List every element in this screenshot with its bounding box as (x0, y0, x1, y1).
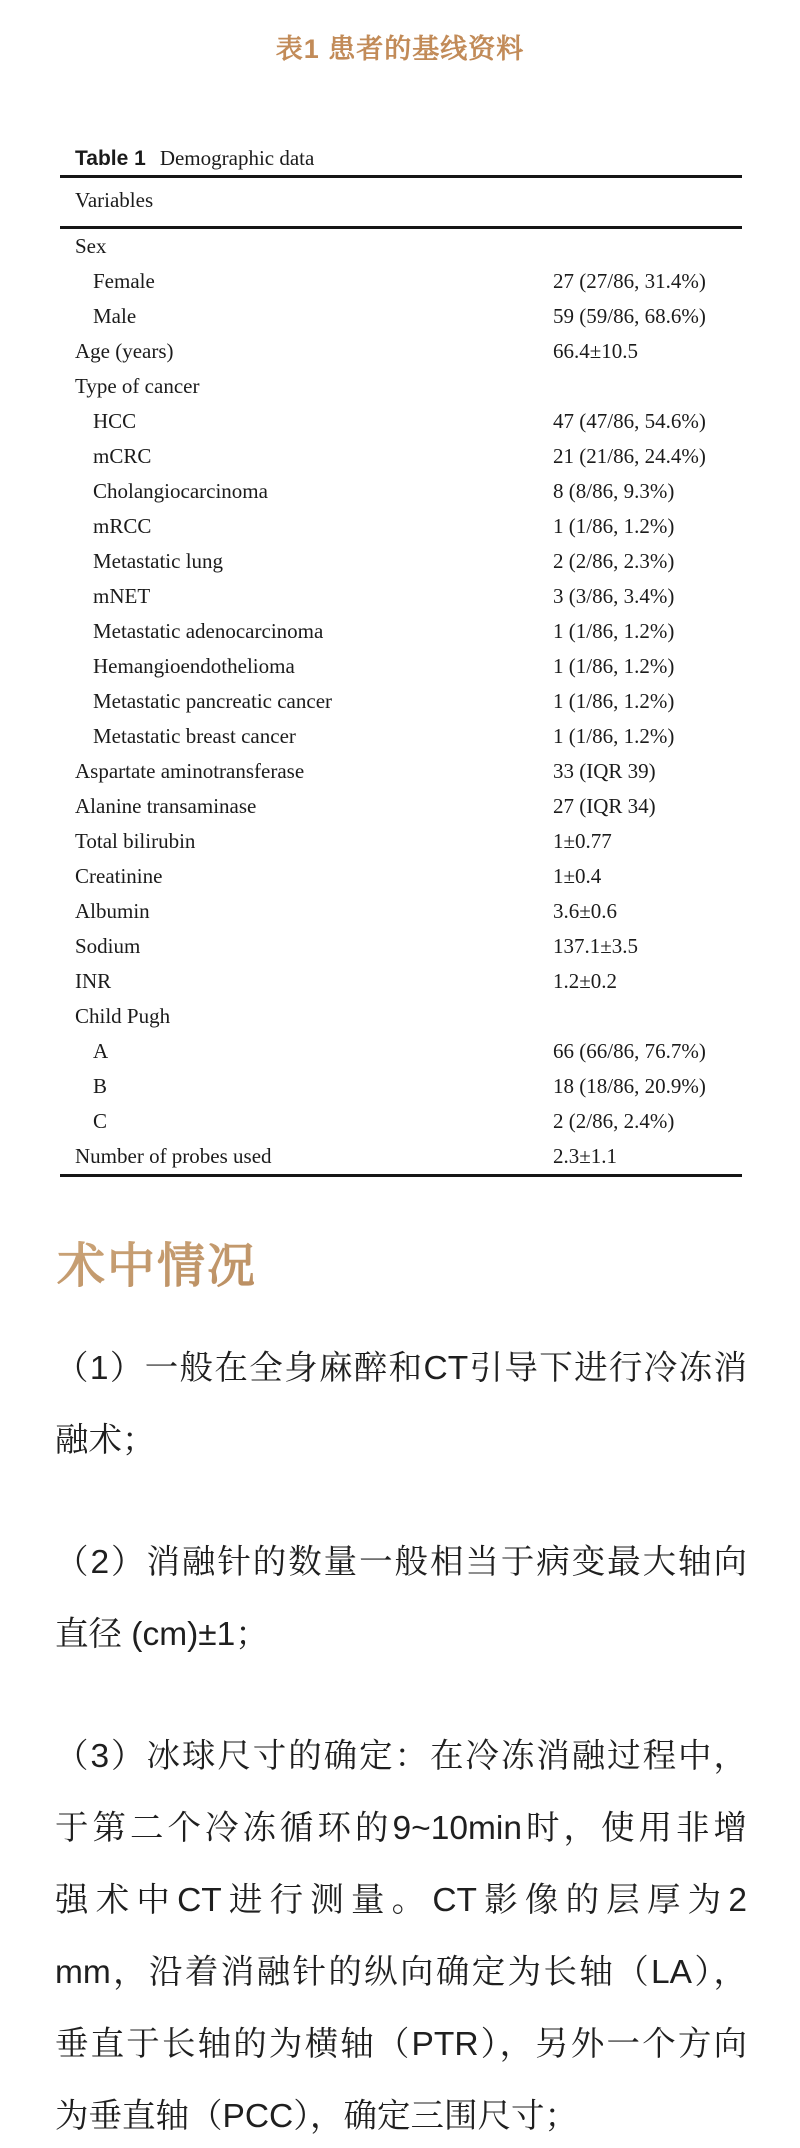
row-value: 1 (1/86, 1.2%) (553, 654, 675, 678)
row-value: 2 (2/86, 2.3%) (553, 549, 675, 573)
table-row (60, 719, 742, 754)
table-row (60, 964, 742, 999)
row-label: Child Pugh (75, 1004, 171, 1028)
row-label: C (93, 1109, 108, 1133)
table-row (60, 439, 742, 474)
row-label: mNET (93, 584, 151, 608)
row-value: 2.3±1.1 (553, 1144, 618, 1168)
row-value: 47 (47/86, 54.6%) (553, 409, 706, 433)
row-value: 1±0.77 (553, 829, 612, 853)
row-label: Hemangioendothelioma (93, 654, 295, 678)
body-paragraphs (55, 1333, 747, 2148)
row-value: 66.4±10.5 (553, 339, 639, 363)
table-row (60, 824, 742, 859)
row-label: Metastatic adenocarcinoma (93, 619, 324, 643)
row-label: Alanine transaminase (75, 794, 257, 818)
table-caption (60, 145, 742, 172)
table-row (60, 334, 742, 369)
table-caption-label: Table 1 (75, 147, 146, 170)
paragraph-1 (55, 1333, 747, 1477)
row-label: Metastatic lung (93, 549, 224, 573)
row-label: Number of probes used (75, 1144, 272, 1168)
row-value: 1 (1/86, 1.2%) (553, 689, 675, 713)
table-row (60, 999, 742, 1034)
row-value: 21 (21/86, 24.4%) (553, 444, 706, 468)
row-value: 59 (59/86, 68.6%) (553, 304, 706, 328)
row-label: Cholangiocarcinoma (93, 479, 268, 503)
paragraph-line: 直径 (cm)±1； (55, 1616, 269, 1653)
section-heading: 术中情况 (57, 1241, 800, 1293)
table-row (60, 474, 742, 509)
paragraph-3 (55, 1721, 747, 2148)
table-row (60, 544, 742, 579)
table-row (60, 789, 742, 824)
row-label: Creatinine (75, 864, 163, 888)
paragraph-line: 垂直于长轴的为横轴（PTR），另外一个方向 (55, 2026, 747, 2063)
paragraph-line: mm，沿着消融针的纵向确定为长轴（LA）， (55, 1954, 747, 1991)
paragraph-line: （2）消融针的数量一般相当于病变最大轴向 (55, 1544, 747, 1581)
paragraph-line: 为垂直轴（PCC），确定三围尺寸； (55, 2098, 578, 2135)
row-label: Metastatic pancreatic cancer (93, 689, 333, 713)
row-label: mRCC (93, 514, 152, 538)
row-label: Type of cancer (75, 374, 200, 398)
table-row (60, 649, 742, 684)
table-row (60, 859, 742, 894)
row-label: Female (93, 269, 155, 293)
table-row (60, 264, 742, 299)
row-value: 1.2±0.2 (553, 969, 618, 993)
demographic-table (60, 145, 742, 1177)
row-value: 66 (66/86, 76.7%) (553, 1039, 706, 1063)
table-row (60, 1104, 742, 1139)
row-value: 1 (1/86, 1.2%) (553, 514, 675, 538)
paragraph-line: （3）冰球尺寸的确定：在冷冻消融过程中， (55, 1738, 747, 1775)
table-row (60, 1069, 742, 1104)
row-label: B (93, 1074, 108, 1098)
row-label: Male (93, 304, 137, 328)
paragraph-line: 强术中CT进行测量。CT影像的层厚为2 (55, 1882, 747, 1919)
paragraph-line: （1）一般在全身麻醉和CT引导下进行冷冻消 (55, 1350, 747, 1387)
row-label: Sex (75, 234, 107, 258)
row-value: 1 (1/86, 1.2%) (553, 724, 675, 748)
table-body (60, 229, 742, 1174)
row-label: mCRC (93, 444, 152, 468)
row-value: 27 (IQR 34) (553, 794, 656, 818)
table-row (60, 894, 742, 929)
row-value: 3 (3/86, 3.4%) (553, 584, 675, 608)
row-label: Sodium (75, 934, 141, 958)
row-label: Aspartate aminotransferase (75, 759, 305, 783)
table-row (60, 299, 742, 334)
table-row (60, 929, 742, 964)
table-row (60, 509, 742, 544)
table-rule-bottom (60, 1174, 742, 1177)
table-row (60, 229, 742, 264)
table-row (60, 369, 742, 404)
page-title: 表1 患者的基线资料 (275, 34, 525, 64)
table-caption-text: Demographic data (159, 146, 315, 170)
paragraph-2 (55, 1527, 747, 1671)
table-row (60, 1034, 742, 1069)
table-column-header: Variables (75, 188, 154, 212)
row-value: 18 (18/86, 20.9%) (553, 1074, 706, 1098)
table-row (60, 579, 742, 614)
table-row (60, 404, 742, 439)
row-label: INR (75, 969, 112, 993)
row-value: 137.1±3.5 (553, 934, 639, 958)
row-value: 8 (8/86, 9.3%) (553, 479, 675, 503)
row-label: Total bilirubin (75, 829, 196, 853)
table-row (60, 754, 742, 789)
row-label: Albumin (75, 899, 150, 923)
row-label: Metastatic breast cancer (93, 724, 296, 748)
table-row (60, 614, 742, 649)
row-label: HCC (93, 409, 137, 433)
paragraph-line: 于第二个冷冻循环的9~10min时，使用非增 (55, 1810, 747, 1847)
row-label: Age (years) (75, 339, 174, 363)
row-value: 1±0.4 (553, 864, 602, 888)
paragraph-line: 融术； (55, 1422, 156, 1459)
table-row (60, 684, 742, 719)
row-value: 2 (2/86, 2.4%) (553, 1109, 675, 1133)
row-value: 1 (1/86, 1.2%) (553, 619, 675, 643)
row-label: A (93, 1039, 109, 1063)
row-value: 3.6±0.6 (553, 899, 618, 923)
row-value: 33 (IQR 39) (553, 759, 656, 783)
table-row (60, 1139, 742, 1174)
row-value: 27 (27/86, 31.4%) (553, 269, 706, 293)
